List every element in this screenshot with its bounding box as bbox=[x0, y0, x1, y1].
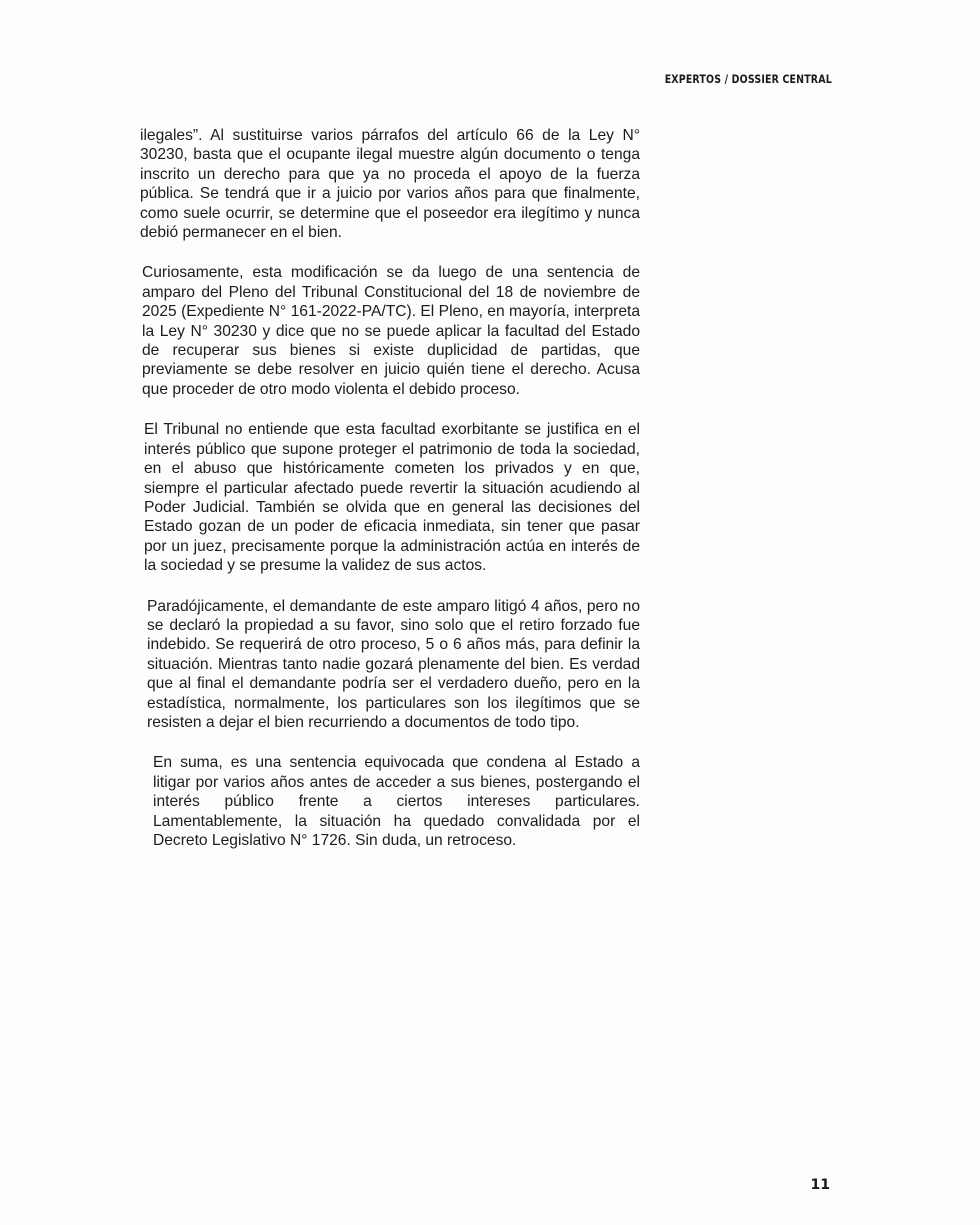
paragraph-2: Curiosamente, esta modificación se da luego de una sentencia de amparo del Pleno del Tribunal Constitucional del 18 de noviembre de 2025 (Expediente N° 161-2022-PA/TC). El Pleno, en mayoría, interpreta la Ley N° 30230 y dice que no se puede aplicar la facultad del Estado de recuperar sus bienes si existe duplicidad de partidas, que previamente se debe resolver en juicio quién tiene el derecho. Acusa que proceder de otro modo violenta el debido proceso. bbox=[142, 264, 640, 398]
paragraph-4: Paradójicamente, el demandante de este amparo litigó 4 años, pero no se declaró la propiedad a su favor, sino solo que el retiro forzado fue indebido. Se requerirá de otro proceso, 5 o 6 años más, para definir la situación. Mientras tanto nadie gozará plenamente del bien. Es verdad que al final el demandante podría ser el verdadero dueño, pero en la estadística, normalmente, los particulares son los ilegítimos que se resisten a dejar el bien recurriendo a documentos de todo tipo. bbox=[147, 597, 640, 731]
paragraph-3: El Tribunal no entiende que esta facultad exorbitante se justifica en el interés público que supone proteger el patrimonio de toda la sociedad, en el abuso que históricamente cometen los privados y en que, siempre el particular afectado puede revertir la situación acudiendo al Poder Judicial. También se olvida que en general las decisiones del Estado gozan de un poder de eficacia inmediata, sin tener que pasar por un juez, precisamente porque la administración actúa en interés de la sociedad y se presume la validez de sus actos. bbox=[144, 421, 640, 575]
article-body bbox=[140, 126, 640, 871]
page-number: 11 bbox=[810, 1177, 830, 1193]
paragraph-5: En suma, es una sentencia equivocada que condena al Estado a litigar por varios años antes de acceder a sus bienes, postergando el interés público frente a ciertos intereses particulares. Lamentablemente, la situación ha quedado convalidada por el Decreto Legislativo N° 1726. Sin duda, un retroceso. bbox=[153, 754, 640, 849]
running-header: EXPERTOS / DOSSIER CENTRAL bbox=[664, 72, 832, 86]
paragraph-1: ilegales”. Al sustituirse varios párrafos del artículo 66 de la Ley N° 30230, basta que el ocupante ilegal muestre algún documento o tenga inscrito un derecho para que ya no proceda el apoyo de la fuerza pública. Se tendrá que ir a juicio por varios años para que finalmente, como suele ocurrir, se determine que el poseedor era ilegítimo y nunca debió permanecer en el bien. bbox=[140, 127, 640, 242]
